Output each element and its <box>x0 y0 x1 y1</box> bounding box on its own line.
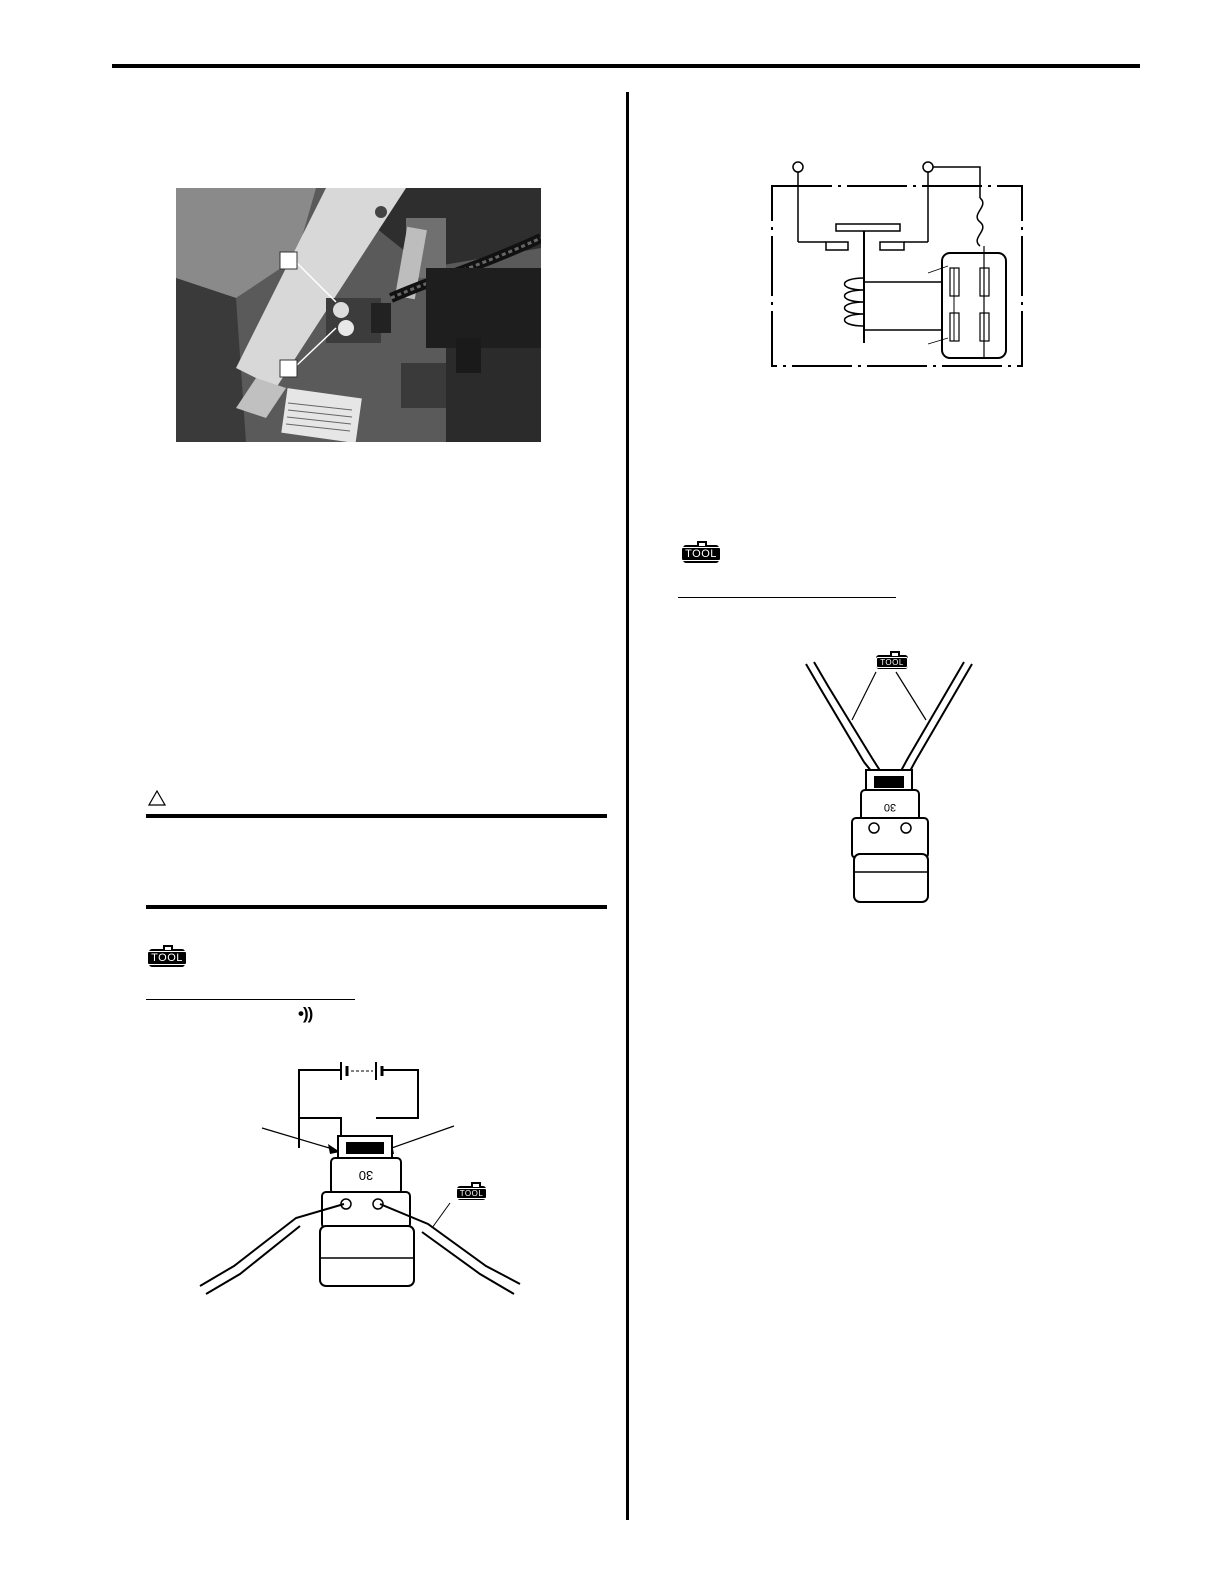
column-divider <box>626 92 629 1520</box>
tool-badge-icon <box>876 655 908 669</box>
tool-badge-text: TOOL <box>876 657 908 668</box>
tool-badge-text: TOOL <box>147 951 187 965</box>
caution-icon <box>148 790 166 811</box>
relay-battery-test-diagram <box>196 1058 536 1303</box>
tool-badge-icon <box>149 949 185 967</box>
caution-top-rule <box>146 814 607 818</box>
tool-badge-text: TOOL <box>456 1188 488 1199</box>
relay-circuit-diagram <box>768 158 1038 378</box>
tool-underline <box>146 999 355 1000</box>
relay-location-photo <box>176 188 541 442</box>
tool-badge-icon <box>683 545 719 563</box>
caution-bottom-rule <box>146 905 607 909</box>
tool-badge-text: TOOL <box>681 547 721 561</box>
tool-badge-icon <box>457 1186 486 1200</box>
continuity-icon: •)) <box>298 1004 313 1023</box>
relay-marking: 30 <box>883 801 897 813</box>
tool-underline <box>678 597 896 598</box>
relay-marking: 30 <box>358 1168 374 1183</box>
relay-probe-diagram <box>804 650 984 915</box>
header-rule <box>112 64 1140 68</box>
